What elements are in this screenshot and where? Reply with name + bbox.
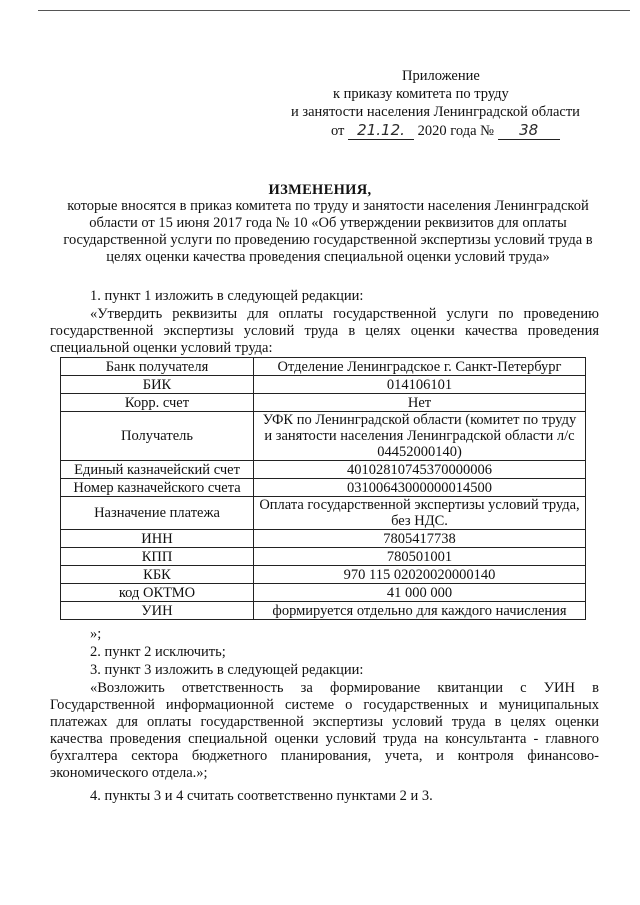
appendix-committee-line: и занятости населения Ленинградской области (291, 104, 580, 120)
table-row (61, 602, 586, 620)
table-row (61, 412, 586, 461)
table-row (61, 461, 586, 479)
row-label-payment-purpose: Назначение платежа (61, 497, 254, 530)
row-value-treasury-number: 03100643000000014500 (254, 479, 586, 497)
row-label-kbk: КБК (61, 566, 254, 584)
requisites-table (60, 357, 586, 620)
row-label-bank: Банк получателя (61, 358, 254, 376)
document-subtitle: которые вносятся в приказ комитета по труду и занятости населения Ленинградской области от 15 июня 2017 года № 10 «Об утверждении реквизитов для оплаты государственной услуги по проведению государственной экспертизы условий труда в целях оценки качества проведения специальной оценки условий труда» (63, 198, 593, 265)
item1-quote: «Утвердить реквизиты для оплаты государственной услуги по проведению государственной экспертизы условий труда в целях оценки качества проведения специальной оценки условий труда: (50, 306, 599, 356)
table-row (61, 584, 586, 602)
top-border-line (38, 10, 630, 11)
row-value-kbk: 970 115 02020020000140 (254, 566, 586, 584)
item3-intro: 3. пункт 3 изложить в следующей редакции: (90, 662, 364, 678)
handwritten-order-number: 38 (498, 122, 560, 140)
row-value-treasury-account: 40102810745370000006 (254, 461, 586, 479)
row-label-kpp: КПП (61, 548, 254, 566)
table-row (61, 497, 586, 530)
table-row (61, 530, 586, 548)
table-row (61, 548, 586, 566)
appendix-order-line: к приказу комитета по труду (333, 86, 509, 102)
row-value-payment-purpose: Оплата государственной экспертизы условий труда, без НДС. (254, 497, 586, 530)
row-value-bik: 014106101 (254, 376, 586, 394)
table-row (61, 479, 586, 497)
document-title: ИЗМЕНЕНИЯ, (268, 182, 372, 198)
table-row (61, 358, 586, 376)
table-row (61, 376, 586, 394)
handwritten-date: 21.12. (348, 122, 414, 140)
row-label-corr-account: Корр. счет (61, 394, 254, 412)
row-value-uin: формируется отдельно для каждого начисления (254, 602, 586, 620)
date-suffix: 2020 года № (417, 123, 494, 139)
table-row (61, 566, 586, 584)
row-label-treasury-number: Номер казначейского счета (61, 479, 254, 497)
appendix-date-line (331, 122, 560, 140)
row-label-inn: ИНН (61, 530, 254, 548)
row-value-recipient: УФК по Ленинградской области (комитет по труду и занятости населения Ленинградской области л/с 04452000140) (254, 412, 586, 461)
row-value-kpp: 780501001 (254, 548, 586, 566)
row-value-bank: Отделение Ленинградское г. Санкт-Петербург (254, 358, 586, 376)
date-prefix: от (331, 123, 345, 139)
table-close-quote: »; (90, 626, 102, 642)
row-label-uin: УИН (61, 602, 254, 620)
item3-quote: «Возложить ответственность за формирование квитанции с УИН в Государственной информационной системе о государственных и муниципальных платежах для оплаты государственной экспертизы условий труда в целях оценки качества проведения специальной оценки условий труда на консультанта - главного бухгалтера сектора бюджетного планирования, учета, и контроля финансово-экономического отдела.»; (50, 680, 599, 781)
table-row (61, 394, 586, 412)
row-value-oktmo: 41 000 000 (254, 584, 586, 602)
row-value-inn: 7805417738 (254, 530, 586, 548)
item4-text: 4. пункты 3 и 4 считать соответственно пунктами 2 и 3. (90, 788, 433, 804)
row-label-recipient: Получатель (61, 412, 254, 461)
row-label-treasury-account: Единый казначейский счет (61, 461, 254, 479)
item1-intro: 1. пункт 1 изложить в следующей редакции: (90, 288, 364, 304)
item2-text: 2. пункт 2 исключить; (90, 644, 226, 660)
row-label-bik: БИК (61, 376, 254, 394)
row-label-oktmo: код ОКТМО (61, 584, 254, 602)
appendix-label: Приложение (402, 68, 480, 84)
row-value-corr-account: Нет (254, 394, 586, 412)
